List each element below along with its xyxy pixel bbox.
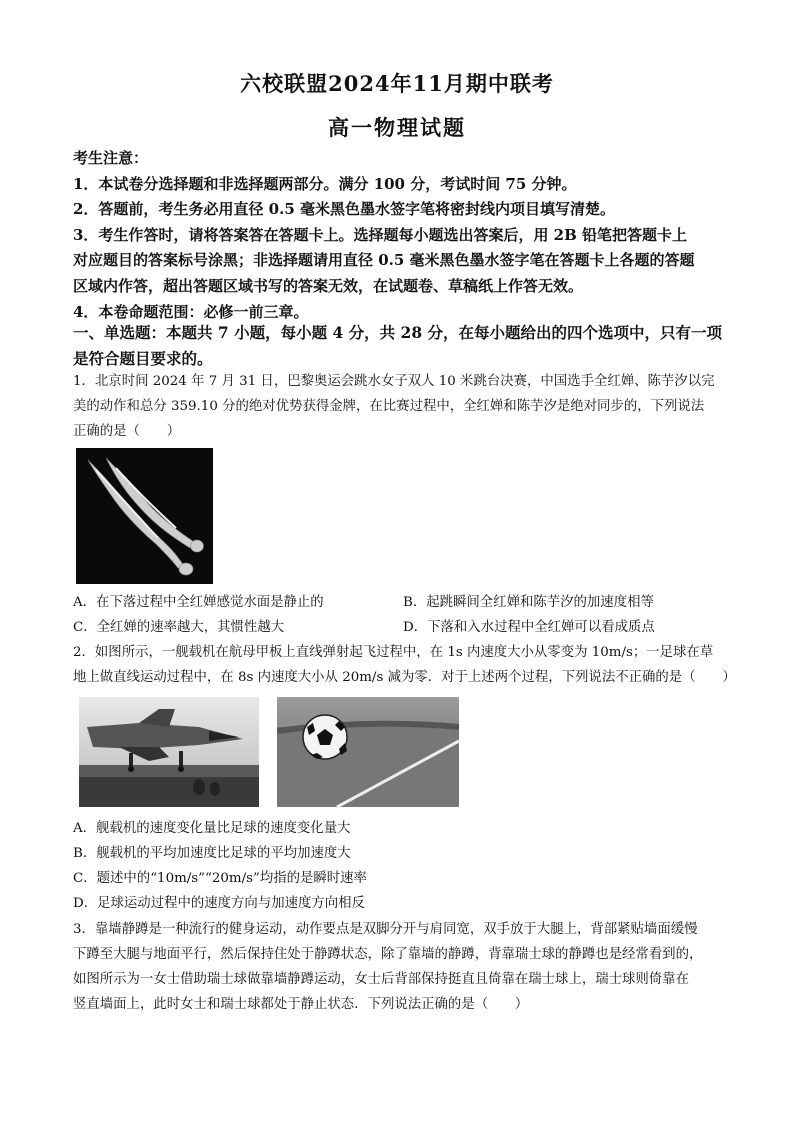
notes-block [73,146,733,325]
section-line: 一、单选题：本题共 7 小题，每小题 4 分，共 28 分，在每小题给出的四个选项中，只有一项 [73,323,723,342]
question-line: 竖直墙面上，此时女士和瑞士球都处于静止状态．下列说法正确的是（ ） [73,997,529,1012]
option-b[interactable]: B．舰载机的平均加速度比足球的平均加速度大 [73,846,351,861]
notes-line: 区域内作答，超出答题区域书写的答案无效，在试题卷、草稿纸上作答无效。 [73,276,584,295]
question-2-options [73,816,733,916]
question-line: 2．如图所示，一舰载机在航母甲板上直线弹射起飞过程中，在 1s 内速度大小从零变为 10m/s；一足球在草 [73,645,714,660]
option-c[interactable]: C．题述中的“10m/s”“20m/s”均指的是瞬时速率 [73,871,367,886]
option-a[interactable]: A．舰载机的速度变化量比足球的速度变化量大 [73,821,351,836]
question-line: 正确的是（ ） [73,424,181,439]
football-photo [277,697,459,807]
question-3-stem [73,917,733,1017]
question-line: 如图所示为一女士借助瑞士球做靠墙静蹲运动，女士后背部保持挺直且倚靠在瑞士球上，瑞士球则倚靠在 [73,972,689,987]
option-c[interactable]: C．全红婵的速率越大，其惯性越大 [73,620,285,635]
question-line: 地上做直线运动过程中，在 8s 内速度大小从 20m/s 减为零．对于上述两个过程，下列说法不正确的是（ ） [73,670,736,685]
option-b[interactable]: B．起跳瞬间全红婵和陈芋汐的加速度相等 [403,595,654,610]
exam-title: 六校联盟2024年11月期中联考 [240,71,554,96]
exam-subtitle: 高一物理试题 [328,115,466,140]
question-1-stem [73,369,733,444]
divers-photo [76,448,213,584]
notes-heading: 考生注意： [73,149,149,167]
section-heading [73,320,733,371]
notes-line: 对应题目的答案标号涂黑；非选择题请用直径 0.5 毫米黑色墨水签字笔在答题卡上各题的答题 [73,251,695,270]
question-line: 1．北京时间 2024 年 7 月 31 日，巴黎奥运会跳水女子双人 10 米跳台决赛，中国选手全红婵、陈芋汐以完 [73,374,715,389]
question-2-stem [73,640,736,690]
notes-line: 1．本试卷分选择题和非选择题两部分。满分 100 分，考试时间 75 分钟。 [73,174,577,193]
option-d[interactable]: D．足球运动过程中的速度方向与加速度方向相反 [73,896,365,911]
option-a[interactable]: A．在下落过程中全红婵感觉水面是静止的 [73,595,324,610]
question-1-options [73,590,733,640]
section-line: 是符合题目要求的。 [73,348,213,368]
notes-line: 4．本卷命题范围：必修一前三章。 [73,302,309,321]
option-d[interactable]: D．下落和入水过程中全红婵可以看成质点 [403,620,655,635]
fighter-jet-photo [79,697,259,807]
question-line: 美的动作和总分 359.10 分的绝对优势获得金牌，在比赛过程中，全红婵和陈芋汐是绝对同步的，下列说法 [73,399,705,414]
notes-line: 2．答题前，考生务必用直径 0.5 毫米黑色墨水签字笔将密封线内项目填写清楚。 [73,200,615,219]
question-line: 3．靠墙静蹲是一种流行的健身运动，动作要点是双脚分开与肩同宽，双手放于大腿上，背部紧贴墙面缓慢 [73,922,698,937]
notes-line: 3．考生作答时，请将答案答在答题卡上。选择题每小题选出答案后，用 2B 铅笔把答题卡上 [73,225,688,244]
question-line: 下蹲至大腿与地面平行，然后保持住处于静蹲状态，除了靠墙的静蹲，背靠瑞士球的静蹲也是经常看到的， [73,947,703,962]
